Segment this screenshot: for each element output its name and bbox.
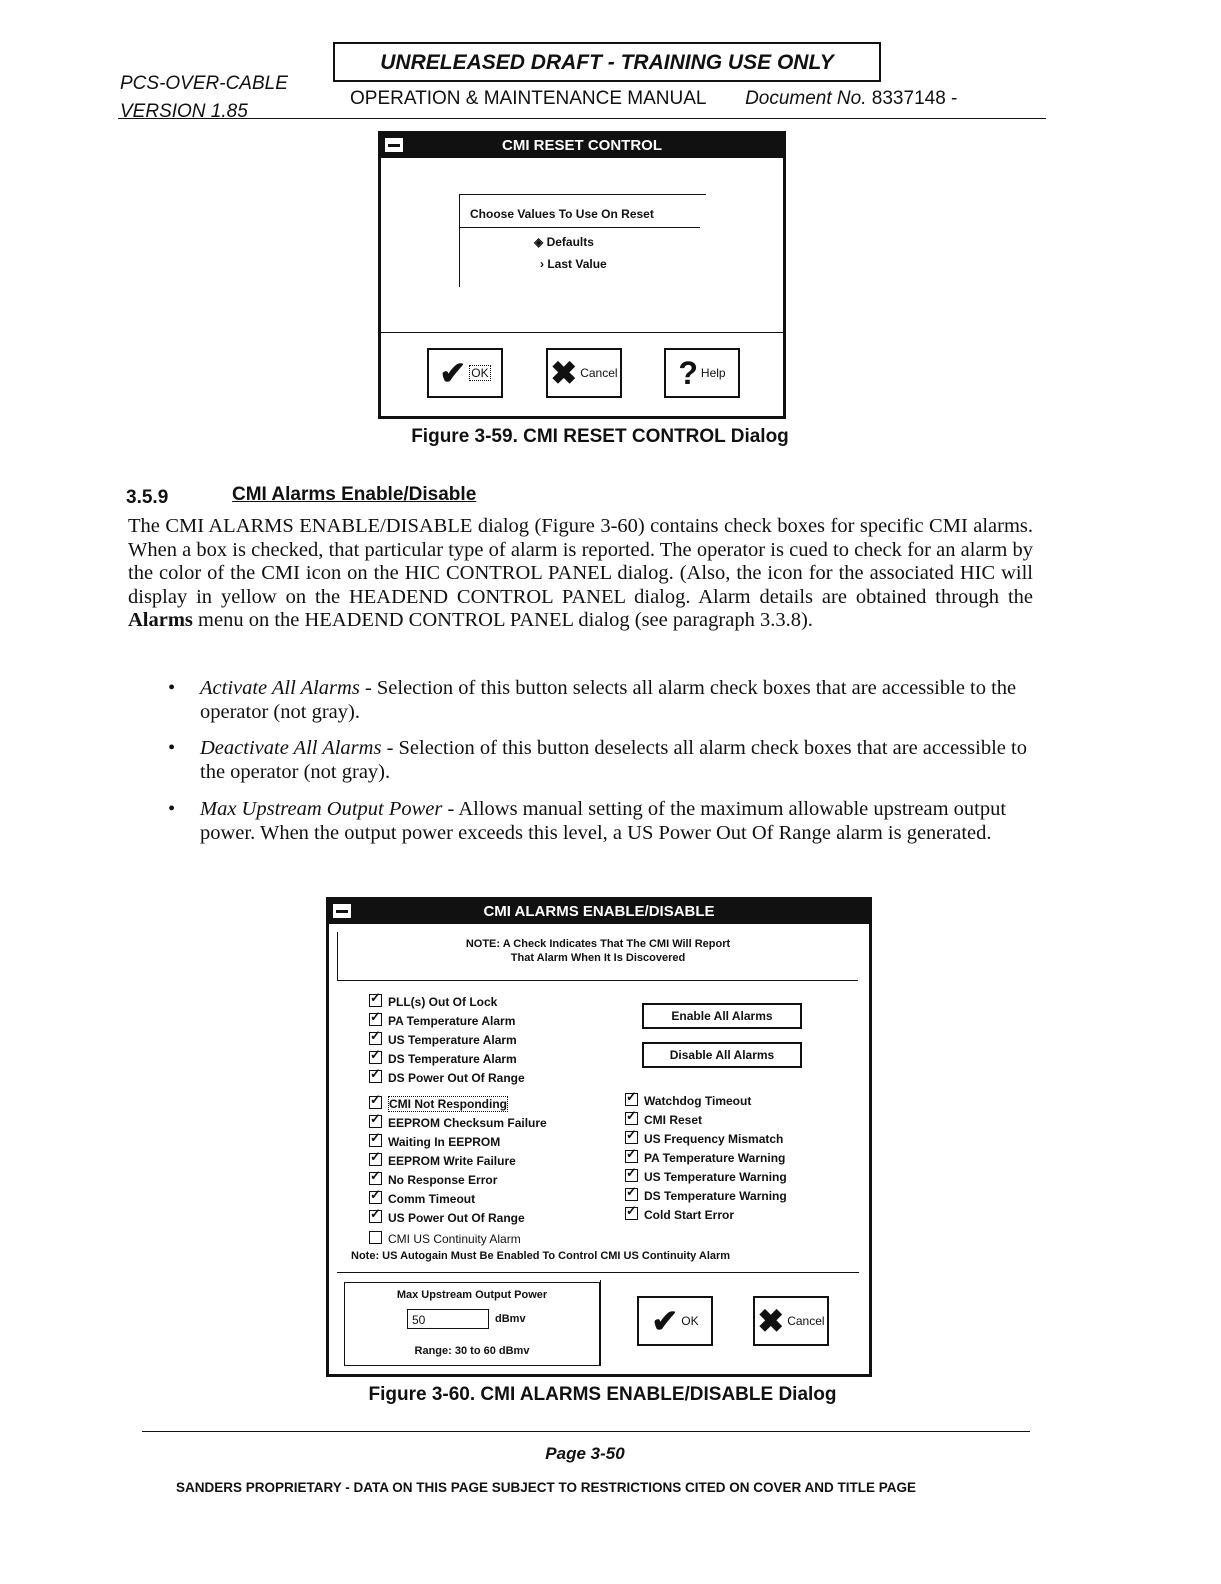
manual-header (350, 88, 957, 110)
reset-button-divider (381, 332, 783, 333)
checkbox-us-power-out-of-range[interactable] (369, 1209, 525, 1225)
checkbox-box (625, 1207, 638, 1220)
checkbox-box (369, 1231, 382, 1244)
system-menu-icon[interactable] (384, 137, 404, 153)
product-version: VERSION 1.85 (120, 101, 248, 122)
radio-unselected-icon: › (540, 257, 548, 271)
footer-divider (142, 1431, 1030, 1432)
figure-60-caption: Figure 3-60. CMI ALARMS ENABLE/DISABLE Dialog (368, 1384, 837, 1405)
note-panel (337, 932, 858, 981)
help-label: Help (700, 366, 726, 380)
system-menu-icon[interactable] (332, 903, 352, 919)
checkbox-label: US Temperature Warning (644, 1170, 787, 1184)
checkbox-cold-start-error[interactable] (625, 1206, 734, 1222)
section-number: 3.5.9 (126, 487, 169, 508)
checkbox-comm-timeout[interactable] (369, 1190, 475, 1206)
page-number: Page 3-50 (545, 1444, 625, 1463)
checkbox-label: US Power Out Of Range (388, 1211, 525, 1225)
ok-label: OK (471, 366, 489, 380)
checkbox-ds-power-out-of-range[interactable] (369, 1069, 525, 1085)
checkbox-eeprom-checksum-failure[interactable] (369, 1114, 547, 1130)
ok-button[interactable] (427, 348, 503, 398)
bullet-term: Max Upstream Output Power (200, 798, 443, 820)
checkmark-icon: ✔ (439, 355, 467, 391)
checkbox-label: No Response Error (388, 1173, 498, 1187)
checkbox-pa-temperature-alarm[interactable] (369, 1012, 515, 1028)
ok-label: OK (681, 1314, 699, 1328)
checkbox-box (369, 1172, 382, 1185)
checkbox-box (369, 1134, 382, 1147)
max-upstream-power-panel (344, 1282, 600, 1366)
bullet-text: - Selection of this button selects all alarm check boxes that are accessible to the operator (not gray). (200, 677, 1017, 723)
cancel-label: Cancel (787, 1314, 825, 1328)
radio-defaults[interactable] (534, 235, 594, 249)
checkbox-label: DS Temperature Alarm (388, 1052, 517, 1066)
group-divider (460, 227, 700, 228)
disable-all-alarms-button[interactable]: Disable All Alarms (642, 1042, 802, 1068)
checkbox-label: EEPROM Write Failure (388, 1154, 516, 1168)
alarms-divider (337, 1272, 859, 1273)
checkbox-ds-temperature-alarm[interactable] (369, 1050, 517, 1066)
doc-label: Document No. (745, 88, 867, 109)
checkbox-label: Cold Start Error (644, 1208, 735, 1222)
alarms-ok-button[interactable] (637, 1296, 713, 1346)
bullet-item (160, 798, 1045, 845)
checkbox-label: Waiting In EEPROM (388, 1135, 501, 1149)
figure-59-caption: Figure 3-59. CMI RESET CONTROL Dialog (411, 426, 789, 447)
checkbox-label: Comm Timeout (388, 1192, 476, 1206)
power-unit-label: dBmv (495, 1313, 526, 1325)
checkbox-label: PA Temperature Warning (644, 1151, 786, 1165)
checkbox-label: CMI Not Responding (389, 1097, 507, 1111)
x-icon: ✖ (757, 1303, 785, 1339)
doc-number: 8337148 - (871, 88, 958, 109)
radio-last-value-label: Last Value (547, 257, 607, 271)
checkbox-box (369, 1210, 382, 1223)
checkbox-us-temperature-alarm[interactable] (369, 1031, 517, 1047)
radio-last-value[interactable] (540, 257, 607, 271)
checkbox-box (625, 1131, 638, 1144)
cancel-button[interactable] (546, 348, 622, 398)
draft-banner: UNRELEASED DRAFT - TRAINING USE ONLY (333, 42, 881, 82)
checkbox-eeprom-write-failure[interactable] (369, 1152, 516, 1168)
alarms-dialog-title: CMI ALARMS ENABLE/DISABLE (483, 903, 715, 920)
help-button[interactable] (664, 348, 740, 398)
checkbox-us-frequency-mismatch[interactable] (625, 1130, 783, 1146)
checkbox-label: Watchdog Timeout (644, 1094, 752, 1108)
checkbox-no-response-error[interactable] (369, 1171, 497, 1187)
checkbox-box (369, 1191, 382, 1204)
paragraph-text-2: menu on the HEADEND CONTROL PANEL dialog (see paragraph 3.3.8). (192, 609, 813, 631)
alarms-cancel-button[interactable] (753, 1296, 829, 1346)
checkbox-us-temperature-warning[interactable] (625, 1168, 787, 1184)
manual-title: OPERATION & MAINTENANCE MANUAL (350, 88, 706, 109)
checkbox-box (625, 1112, 638, 1125)
x-icon: ✖ (550, 355, 578, 391)
reset-values-group (459, 194, 706, 287)
checkbox-label: DS Temperature Warning (644, 1189, 787, 1203)
bullet-text: - Allows manual setting of the maximum allowable upstream output power. When the output power exceeds this level, a US Power Out Of Range alarm is generated. (200, 798, 1007, 844)
max-upstream-power-title: Max Upstream Output Power (396, 1289, 548, 1301)
checkbox-box (369, 1070, 382, 1083)
checkbox-pa-temperature-warning[interactable] (625, 1149, 785, 1165)
header-divider (118, 118, 1046, 119)
question-mark-icon: ? (678, 355, 698, 391)
checkbox-label: CMI Reset (644, 1113, 703, 1127)
checkbox-label: EEPROM Checksum Failure (388, 1116, 547, 1130)
checkbox-box (369, 1032, 382, 1045)
checkbox-box (369, 1051, 382, 1064)
paragraph-bold-term: Alarms (128, 609, 193, 631)
checkbox-label: US Frequency Mismatch (644, 1132, 784, 1146)
note-line-1: NOTE: A Check Indicates That The CMI Will Report (465, 938, 731, 950)
bullet-item (160, 737, 1045, 784)
note-line-2: That Alarm When It Is Discovered (510, 952, 686, 964)
product-name: PCS-OVER-CABLE (120, 73, 288, 94)
enable-all-alarms-button[interactable]: Enable All Alarms (642, 1003, 802, 1029)
radio-defaults-label: Defaults (546, 235, 594, 249)
bullet-text: - Selection of this button deselects all alarm check boxes that are accessible to the operator (not gray). (200, 737, 1027, 783)
checkbox-box (369, 994, 382, 1007)
checkbox-box (625, 1188, 638, 1201)
reset-dialog-titlebar (381, 134, 783, 158)
checkbox-box (369, 1153, 382, 1166)
alarms-dialog-titlebar (329, 900, 869, 924)
checkbox-waiting-in-eeprom[interactable] (369, 1133, 500, 1149)
checkbox-box (625, 1150, 638, 1163)
reset-group-title: Choose Values To Use On Reset (470, 207, 654, 221)
checkbox-cmi-us-continuity-alarm[interactable] (369, 1230, 521, 1246)
bullet-term: Deactivate All Alarms (200, 737, 382, 759)
power-range-label: Range: 30 to 60 dBmv (414, 1345, 530, 1357)
checkbox-cmi-not-responding[interactable] (369, 1095, 508, 1111)
section-paragraph (128, 515, 1033, 633)
checkbox-box (625, 1169, 638, 1182)
bullet-term: Activate All Alarms (200, 677, 360, 699)
cmi-alarms-dialog (326, 897, 872, 1377)
checkbox-pll-out-of-lock[interactable] (369, 993, 497, 1009)
checkbox-label: CMI US Continuity Alarm (388, 1232, 521, 1246)
proprietary-notice: SANDERS PROPRIETARY - DATA ON THIS PAGE SUBJECT TO RESTRICTIONS CITED ON COVER AND TITLE PAGE (176, 1480, 917, 1495)
cancel-label: Cancel (580, 366, 618, 380)
checkbox-box (369, 1096, 382, 1109)
checkbox-box (369, 1013, 382, 1026)
checkbox-ds-temperature-warning[interactable] (625, 1187, 787, 1203)
checkbox-label: US Temperature Alarm (388, 1033, 517, 1047)
cmi-reset-control-dialog (378, 131, 786, 419)
checkbox-cmi-reset[interactable] (625, 1111, 702, 1127)
autogain-note: Note: US Autogain Must Be Enabled To Control CMI US Continuity Alarm (351, 1250, 731, 1262)
reset-dialog-title: CMI RESET CONTROL (502, 137, 662, 154)
checkbox-label: PLL(s) Out Of Lock (388, 995, 498, 1009)
max-upstream-power-input[interactable]: 50 (407, 1309, 489, 1329)
checkbox-label: PA Temperature Alarm (388, 1014, 516, 1028)
checkbox-watchdog-timeout[interactable] (625, 1092, 751, 1108)
paragraph-text-1: The CMI ALARMS ENABLE/DISABLE dialog (Figure 3-60) contains check boxes for specific CMI alarms. When a box is checked, that particular type of alarm is reported. The operator is cued to check for an alarm by the color of the CMI icon on the HIC CONTROL PANEL dialog. (Also, the icon for the associated HIC will display in yellow on the HEADEND CONTROL PANEL dialog. Alarm details are obtained through the (128, 515, 1033, 608)
checkbox-label: DS Power Out Of Range (388, 1071, 525, 1085)
radio-selected-icon: ◈ (534, 235, 547, 249)
checkbox-box (625, 1093, 638, 1106)
bullet-item (160, 677, 1045, 724)
bottom-panel-divider (600, 1280, 601, 1366)
section-title: CMI Alarms Enable/Disable (232, 484, 477, 505)
checkmark-icon: ✔ (651, 1303, 679, 1339)
checkbox-box (369, 1115, 382, 1128)
